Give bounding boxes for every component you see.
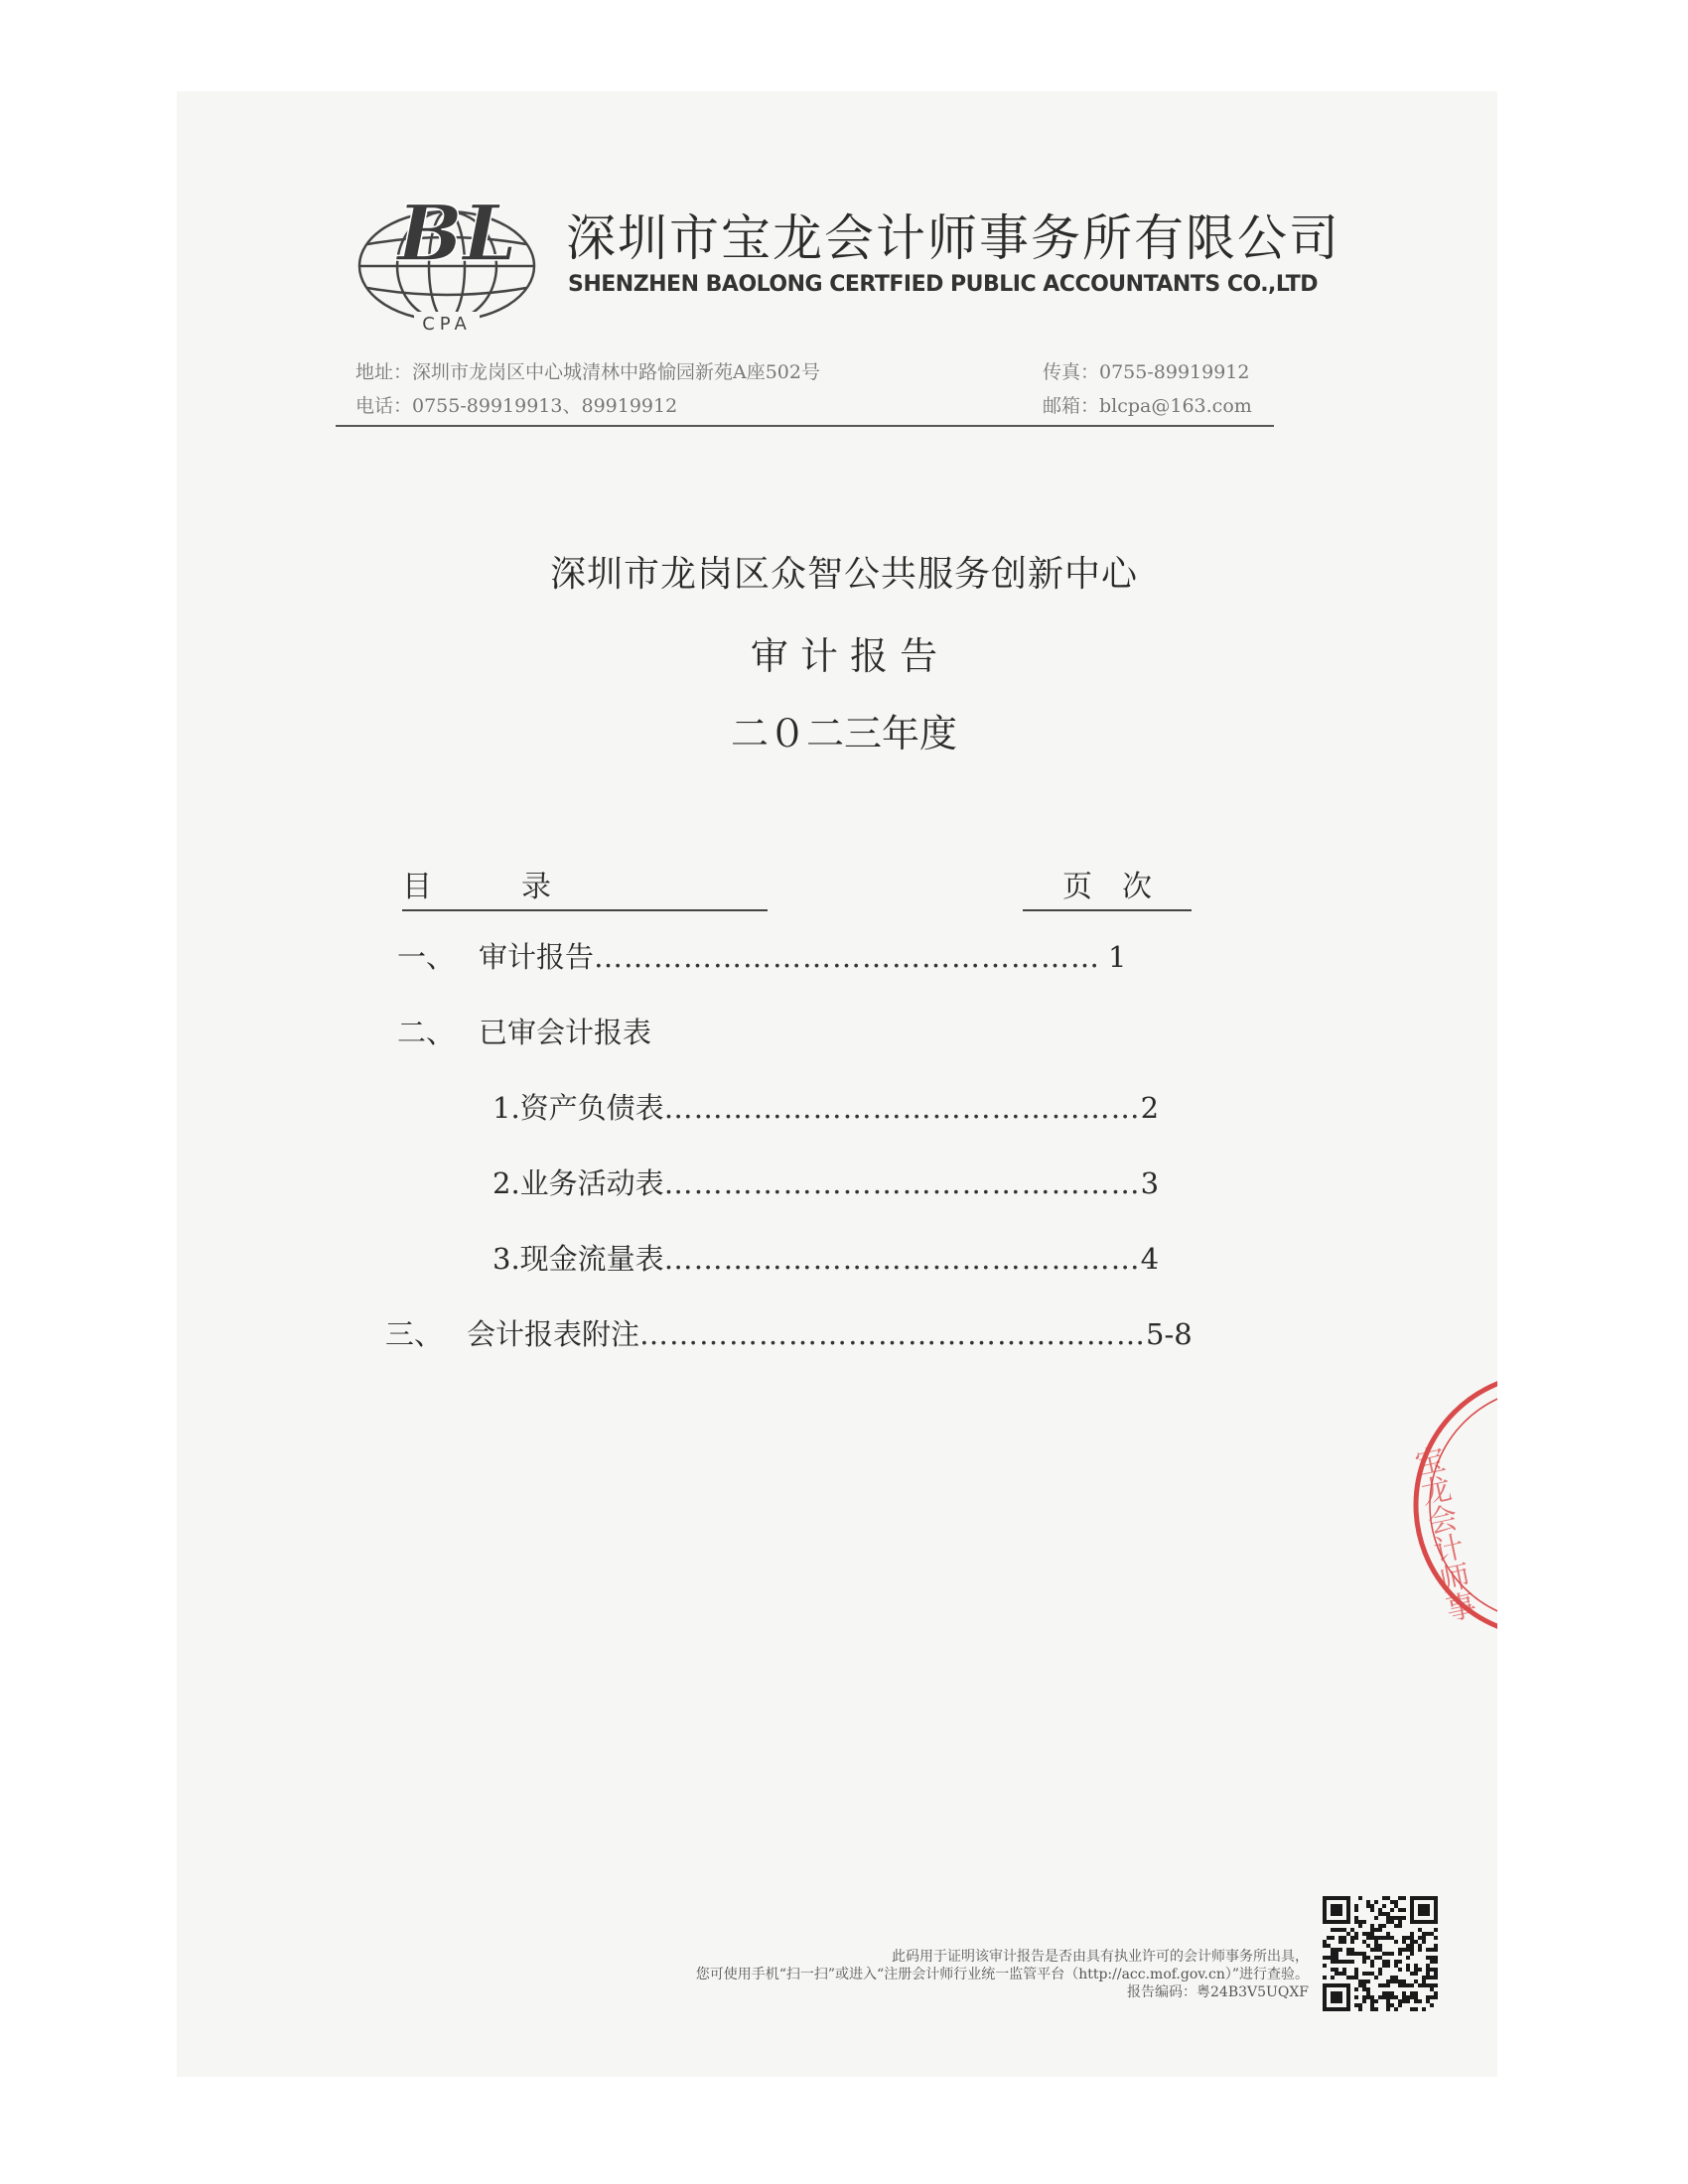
entity-name: 深圳市龙岗区众智公共服务创新中心 (549, 554, 1138, 595)
toc-item (492, 1161, 1159, 1202)
firm-seal-stamp (1398, 1368, 1497, 1641)
report-title: 审 计 报 告 (750, 634, 938, 678)
logo-monogram: BL (397, 189, 517, 279)
toc-item-leader: …………………………………………… (594, 940, 1101, 974)
firm-fax: 传真：0755-89919912 (1043, 361, 1250, 383)
seal-text: 宝龙会计师事 (1406, 1442, 1478, 1626)
toc-item-page: 4 (1140, 1242, 1160, 1276)
toc-item-number: 一、 (397, 940, 456, 974)
firm-email: 邮箱：blcpa@163.com (1043, 395, 1252, 417)
toc-item (385, 1312, 1193, 1353)
toc-contents-header: 目 录 (402, 862, 768, 911)
verification-note-line1: 此码用于证明该审计报告是否由具有执业许可的会计师事务所出具， (892, 1949, 1309, 1965)
firm-address: 地址：深圳市龙岗区中心城清林中路愉园新苑A座502号 (355, 361, 820, 383)
toc-item-label: 审计报告 (479, 940, 595, 974)
firm-logo (352, 179, 541, 338)
toc-item-leader: ………………………………………… (663, 1242, 1141, 1276)
toc-item (397, 935, 1126, 976)
toc-item-leader: ………………………………………… (663, 1091, 1141, 1125)
toc-item-page: 2 (1140, 1091, 1160, 1125)
verification-qr-code (1323, 1894, 1438, 2013)
toc-item (492, 1086, 1159, 1127)
toc-item-label: 2.业务活动表 (492, 1166, 664, 1200)
toc-item-page: 3 (1140, 1166, 1160, 1200)
toc-item-label: 会计报表附注 (467, 1317, 640, 1351)
letterhead-divider (336, 425, 1274, 427)
firm-name-english: SHENZHEN BAOLONG CERTFIED PUBLIC ACCOUNTANTS CO.,LTD (568, 272, 1319, 297)
toc-item (397, 1011, 651, 1051)
toc-pages-header: 页 次 (1023, 862, 1192, 911)
toc-item-leader: ………………………………………… (663, 1166, 1141, 1200)
firm-phone: 电话：0755-89919913、89919912 (355, 395, 678, 417)
toc-item-number: 三、 (385, 1317, 444, 1351)
toc-item-label: 1.资产负债表 (492, 1091, 664, 1125)
toc-item-label: 3.现金流量表 (492, 1242, 664, 1276)
toc-item-label: 已审会计报表 (479, 1016, 652, 1049)
firm-name-chinese: 深圳市宝龙会计师事务所有限公司 (566, 209, 1340, 267)
toc-item (492, 1237, 1159, 1278)
report-code: 报告编码：粤24B3V5UQXF (1127, 1984, 1309, 2000)
toc-item-page: 1 (1108, 940, 1127, 974)
verification-note-line2: 您可使用手机“扫一扫”或进入“注册会计师行业统一监管平台（http://acc.mof.gov.cn）”进行查验。 (695, 1967, 1309, 1982)
toc-item-number: 二、 (397, 1016, 456, 1049)
toc-item-leader: …………………………………………… (639, 1317, 1147, 1351)
logo-cpa-text: CPA (422, 314, 472, 335)
toc-item-page: 5-8 (1146, 1317, 1193, 1351)
report-year: 二０二三年度 (730, 712, 957, 755)
scanned-page (177, 91, 1497, 2077)
